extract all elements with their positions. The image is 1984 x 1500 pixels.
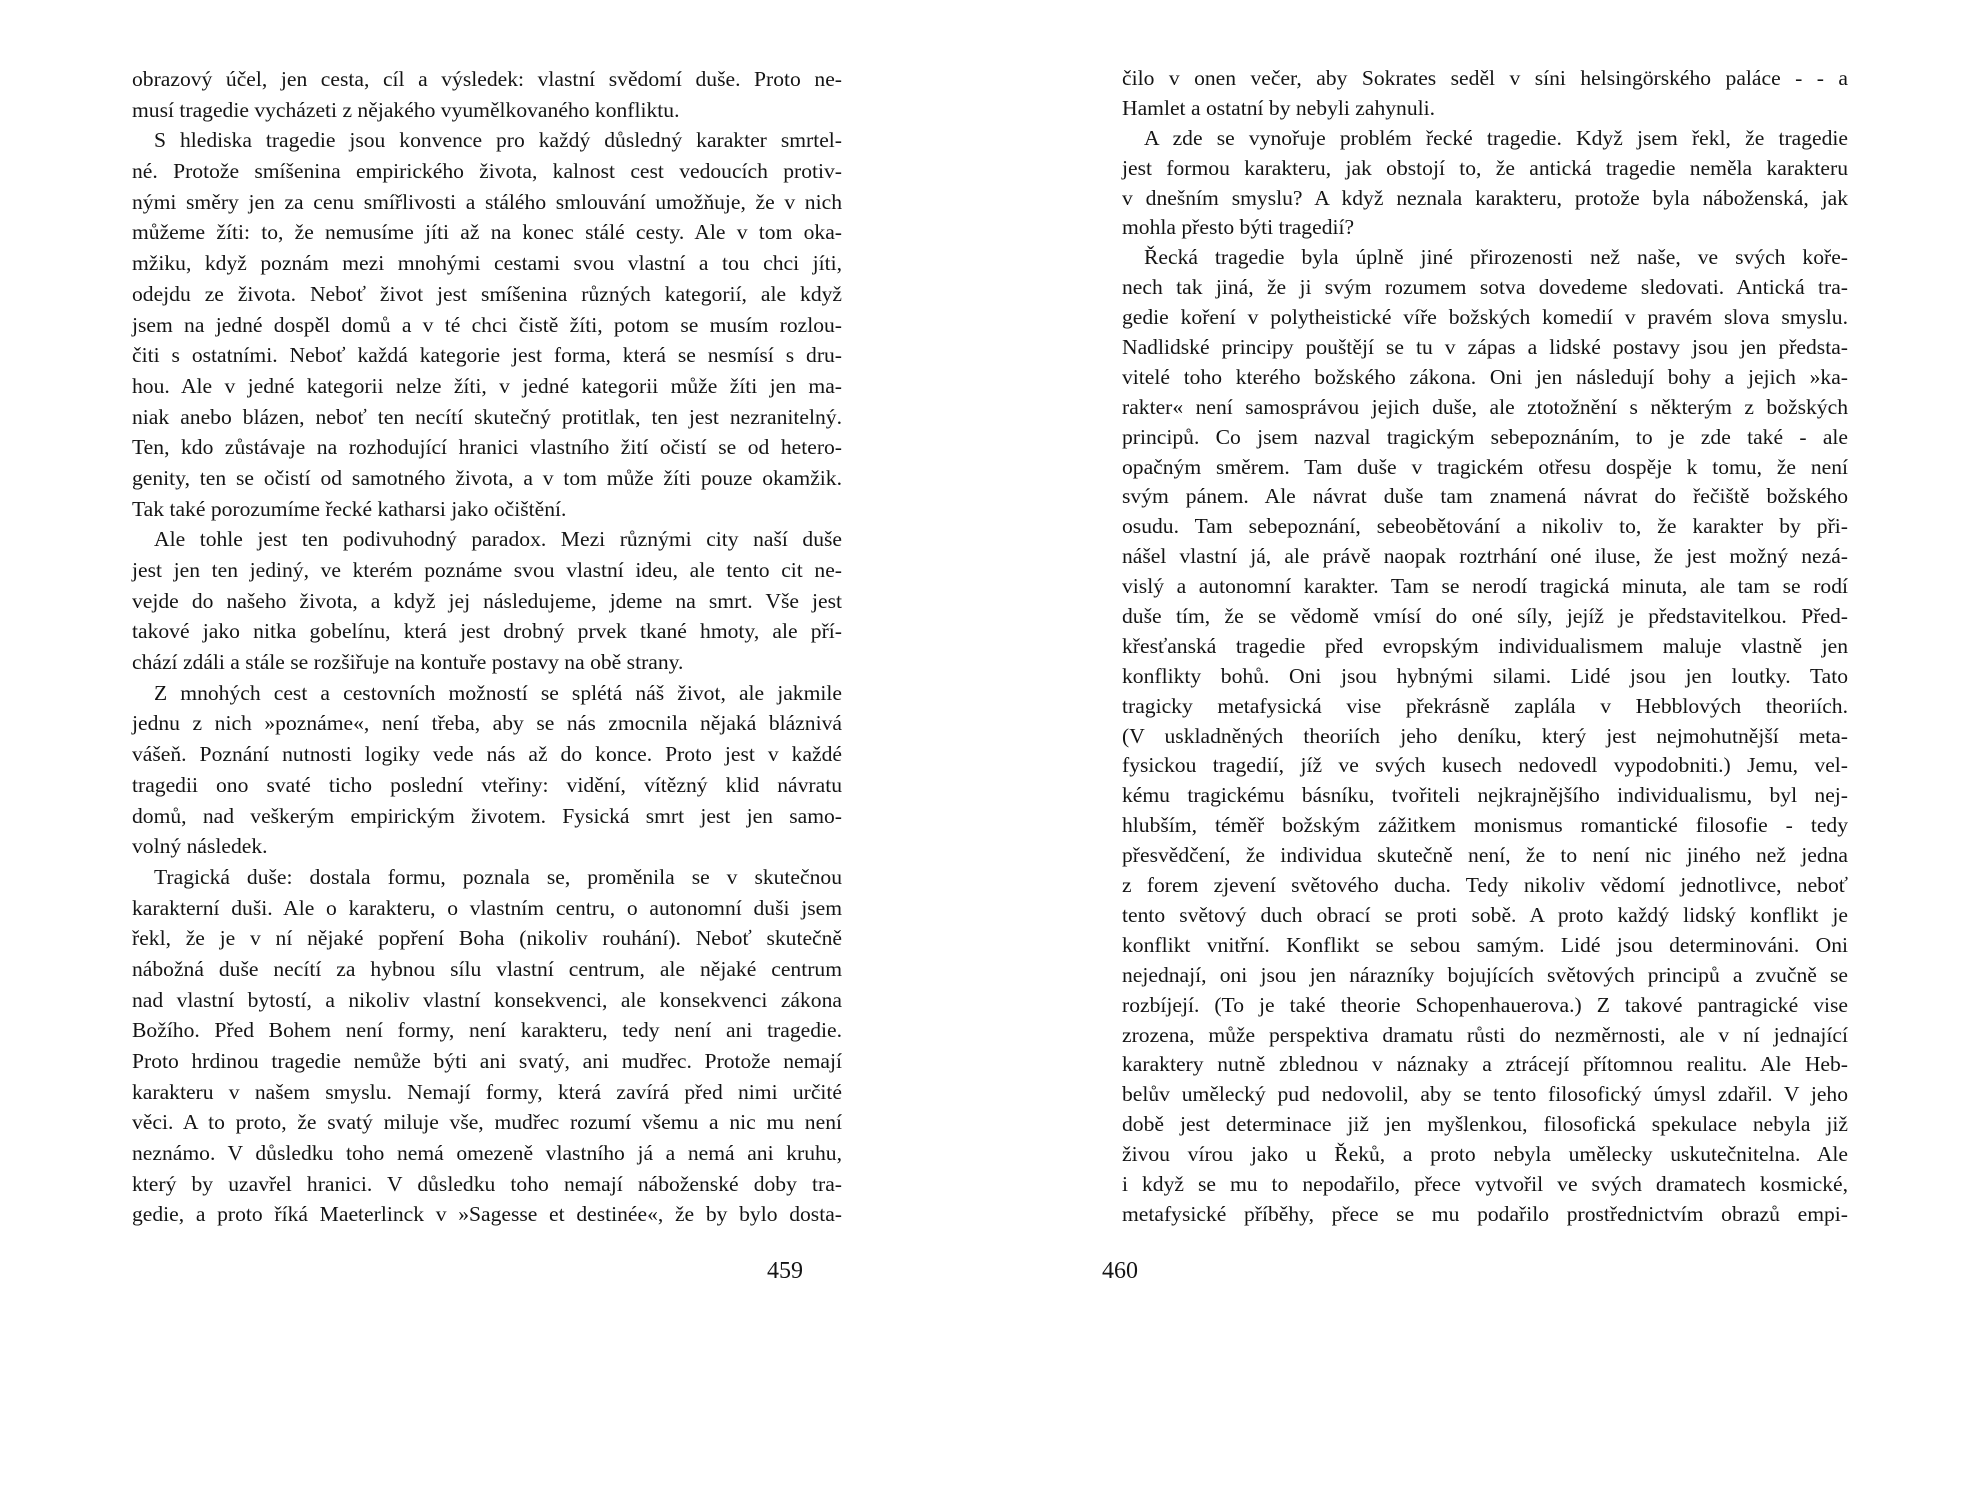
right-page-text [1122,64,1848,1230]
text-line: S hlediska tragedie jsou konvence pro každý důsledný karakter smrtel- [154,128,842,153]
text-line: živou vírou jako u Řeků, a proto nebyla umělecky uskutečnitelna. Ale [1122,1142,1848,1167]
text-line: nábožná duše necítí za hybnou sílu vlastní centrum, ale nějaké centrum [132,956,842,981]
text-line: volný následek. [132,834,268,859]
text-line: gedie koření v polytheistické víře božských komedií v pravém slova smyslu. [1122,305,1848,330]
text-line: obrazový účel, jen cesta, cíl a výsledek: vlastní svědomí duše. Proto ne- [132,67,842,91]
text-line: věci. A to proto, že svatý miluje vše, mudřec rozumí všemu a nic mu není [132,1110,842,1135]
text-line: Božího. Před Bohem není formy, není karakteru, tedy není ani tragedie. [132,1018,842,1043]
text-line: z forem zjevení světového ducha. Tedy nikoliv vědomí jednotlivce, neboť [1122,873,1848,898]
text-line: tragicky metafysická vise překrásně zaplála v Hebblových theoriích. [1122,693,1848,718]
text-line: řekl, že je v ní nějaké popření Boha (nikoliv rouhání). Neboť skutečně [132,926,842,951]
text-line: genity, ten se očistí od samotného života, a v tom může žíti pouze okamžik. [132,465,842,490]
text-line: době jest determinace již jen myšlenkou, filosofická spekulace nebyla již [1122,1112,1848,1137]
text-line: nech tak jiná, že ji svým rozumem sotva dovedeme sledovati. Antická tra- [1122,275,1848,300]
text-line: A zde se vynořuje problém řecké tragedie. Když jsem řekl, že tragedie [1144,125,1848,150]
text-line: (V uskladněných theoriích jeho deníku, který jest nejmohutnější meta- [1122,723,1848,748]
text-line: konflikt vnitřní. Konflikt se sebou samým. Lidé jsou determinováni. Oni [1122,932,1848,957]
text-line: mžiku, když poznám mezi mnohými cestami svou vlastní a tou chci jíti, [132,251,842,276]
text-line: Proto hrdinou tragedie nemůže býti ani svatý, ani mudřec. Protože nemají [132,1049,842,1073]
page-number-right: 460 [1102,1258,1138,1284]
text-line: nejednají, oni jsou jen nárazníky bojujících světových principů a zvučně se [1122,962,1848,987]
text-line: karakteru v našem smyslu. Nemají formy, která zavírá před nimi určité [132,1079,842,1104]
text-line: Nadlidské principy pouštějí se tu v zápas a lidské postavy jsou jen předsta- [1122,335,1848,360]
text-line: jest formou karakteru, jak obstojí to, že antická tragedie neměla karakteru [1122,155,1848,180]
text-line: svým pánem. Ale návrat duše tam znamená návrat do řečiště božského [1122,484,1848,509]
text-line: čilo v onen večer, aby Sokrates seděl v síni helsingörského paláce - - a [1122,66,1848,90]
text-line: neznámo. V důsledku toho nemá omezeně vlastního já a nemá ani kruhu, [132,1141,842,1166]
text-line: takové jako nitka gobelínu, která jest drobný prvek tkané hmoty, ale pří- [132,619,842,644]
text-line: zrozena, může perspektiva dramatu růsti do nezměrnosti, ale v ní jednající [1122,1022,1848,1047]
text-line: hlubším, téměř božským zážitkem monismus romantické filosofie - tedy [1122,813,1848,838]
text-line: Ten, kdo zůstávaje na rozhodující hranici vlastního žití očistí se od hetero- [132,435,842,460]
text-line: který by uzavřel hranici. V důsledku toho nemají náboženské doby tra- [132,1171,842,1196]
text-line: gedie, a proto říká Maeterlinck v »Sagesse et destinée«, že by bylo dosta- [132,1202,842,1227]
text-line: metafysické příběhy, přece se mu podařilo prostřednictvím obrazů empi- [1122,1201,1848,1226]
text-line: opačným směrem. Tam duše v tragickém otřesu dospěje k tomu, že není [1122,454,1848,479]
text-line: karaktery nutně zblednou v náznaky a ztrácejí přítomnou realitu. Ale Heb- [1122,1052,1848,1077]
text-line: nad vlastní bytostí, a nikoliv vlastní konsekvenci, ale konsekvenci zákona [132,987,842,1012]
text-line: jsem na jedné dospěl domů a v té chci čistě žíti, potom se musím rozlou- [132,312,842,337]
text-line: vitelé toho kterého božského zákona. Oni jen následují bohy a jejich »ka- [1122,364,1848,389]
text-line: Řecká tragedie byla úplně jiné přirozenosti než naše, ve svých koře- [1144,245,1848,270]
text-line: tragedii ono svaté ticho poslední vteřiny: vidění, vítězný klid návratu [132,772,842,797]
text-line: né. Protože smíšenina empirického života, kalnost cest vedoucích protiv- [132,159,842,184]
text-line: mohla přesto býti tragedií? [1122,215,1355,240]
text-line: tento světový duch obrací se proti sobě. A proto každý lidský konflikt je [1122,902,1848,927]
text-line: osudu. Tam sebepoznání, sebeobětování a nikoliv to, že karakter by při- [1122,514,1848,539]
text-line: hou. Ale v jedné kategorii nelze žíti, v jedné kategorii může žíti jen ma- [132,373,842,398]
text-line: vislý a autonomní karakter. Tam se nerodí tragická minuta, ale tam se rodí [1122,574,1848,599]
page-number-left: 459 [767,1258,803,1284]
text-line: v dnešním smyslu? A když neznala karakteru, protože byla náboženská, jak [1122,185,1848,210]
text-line: fysickou tragedií, jíž ve svých kusech nedovedl vypodobniti.) Jemu, vel- [1122,753,1848,778]
text-line: Z mnohých cest a cestovních možností se splétá náš život, ale jakmile [154,680,842,705]
text-line: Hamlet a ostatní by nebyli zahynuli. [1122,95,1436,120]
text-line: duše tím, že se vědomě vmísí do oné síly, jejíž je představitelkou. Před- [1122,604,1848,629]
text-line: jednu z nich »poznáme«, není třeba, aby se nás zmocnila nějaká bláznivá [132,711,842,736]
text-line: čiti s ostatními. Neboť každá kategorie jest forma, která se nesmísí s dru- [132,343,842,368]
text-line: niak anebo blázen, neboť ten necítí skutečný protitlak, ten jest nezranitelný. [132,404,842,429]
text-line: karakterní duši. Ale o karakteru, o vlastním centru, o autonomní duši jsem [132,895,842,920]
text-line: nášel vlastní já, ale právě naopak roztrhání oné iluse, že jest možný nezá- [1122,544,1848,569]
text-line: rakter« není samosprávou jejich duše, ale ztotožnění s některým z božských [1122,394,1848,419]
text-line: konflikty bohů. Oni jsou hybnými silami. Lidé jsou jen loutky. Tato [1122,663,1848,688]
text-line: můžeme žíti: to, že nemusíme jíti až na konec stálé cesty. Ale v tom oka- [132,220,842,245]
text-line: principů. Co jsem nazval tragickým sebepoznáním, to je zde také - ale [1122,424,1848,449]
text-line: musí tragedie vycházeti z nějakého vyumělkovaného konfliktu. [132,97,680,122]
text-line: křesťanská tragedie před evropským individualismem maluje vlastně jen [1122,633,1848,658]
text-line: nými směry jen za cenu smířlivosti a stálého smlouvání umožňuje, že v nich [132,189,842,214]
text-line: Tragická duše: dostala formu, poznala se, proměnila se v skutečnou [154,864,842,889]
text-line: domů, nad veškerým empirickým životem. Fysická smrt jest jen samo- [132,803,842,828]
text-line: i když se mu to nepodařilo, přece vytvořil ve svých dramatech kosmické, [1122,1171,1848,1196]
text-line: Tak také porozumíme řecké katharsi jako očištění. [132,496,567,521]
text-line: rozbíjejí. (To je také theorie Schopenhauerova.) Z takové pantragické vise [1122,992,1848,1017]
text-line: Ale tohle jest ten podivuhodný paradox. Mezi různými city naší duše [154,527,842,552]
text-line: vášeň. Poznání nutnosti logiky vede nás až do konce. Proto jest v každé [132,742,842,767]
text-line: přesvědčení, že individua skutečně není, že to není nic jiného než jedna [1122,843,1848,868]
text-line: jest jen ten jediný, ve kterém poznáme svou vlastní ideu, ale tento cit ne- [132,558,842,582]
text-line: kému tragickému básníku, tvořiteli nejkrajnějšího individualismu, byl nej- [1122,783,1848,808]
text-line: odejdu ze života. Neboť život jest smíšenina různých kategorií, ale když [132,281,842,306]
left-page-text [132,64,842,1230]
text-line: chází zdáli a stále se rozšiřuje na kontuře postavy na obě strany. [132,650,684,675]
text-line: vejde do našeho života, a když jej následujeme, jdeme na smrt. Vše jest [132,588,842,613]
text-line: belův umělecký pud nedovolil, aby se tento filosofický úmysl zdařil. V jeho [1122,1082,1848,1107]
